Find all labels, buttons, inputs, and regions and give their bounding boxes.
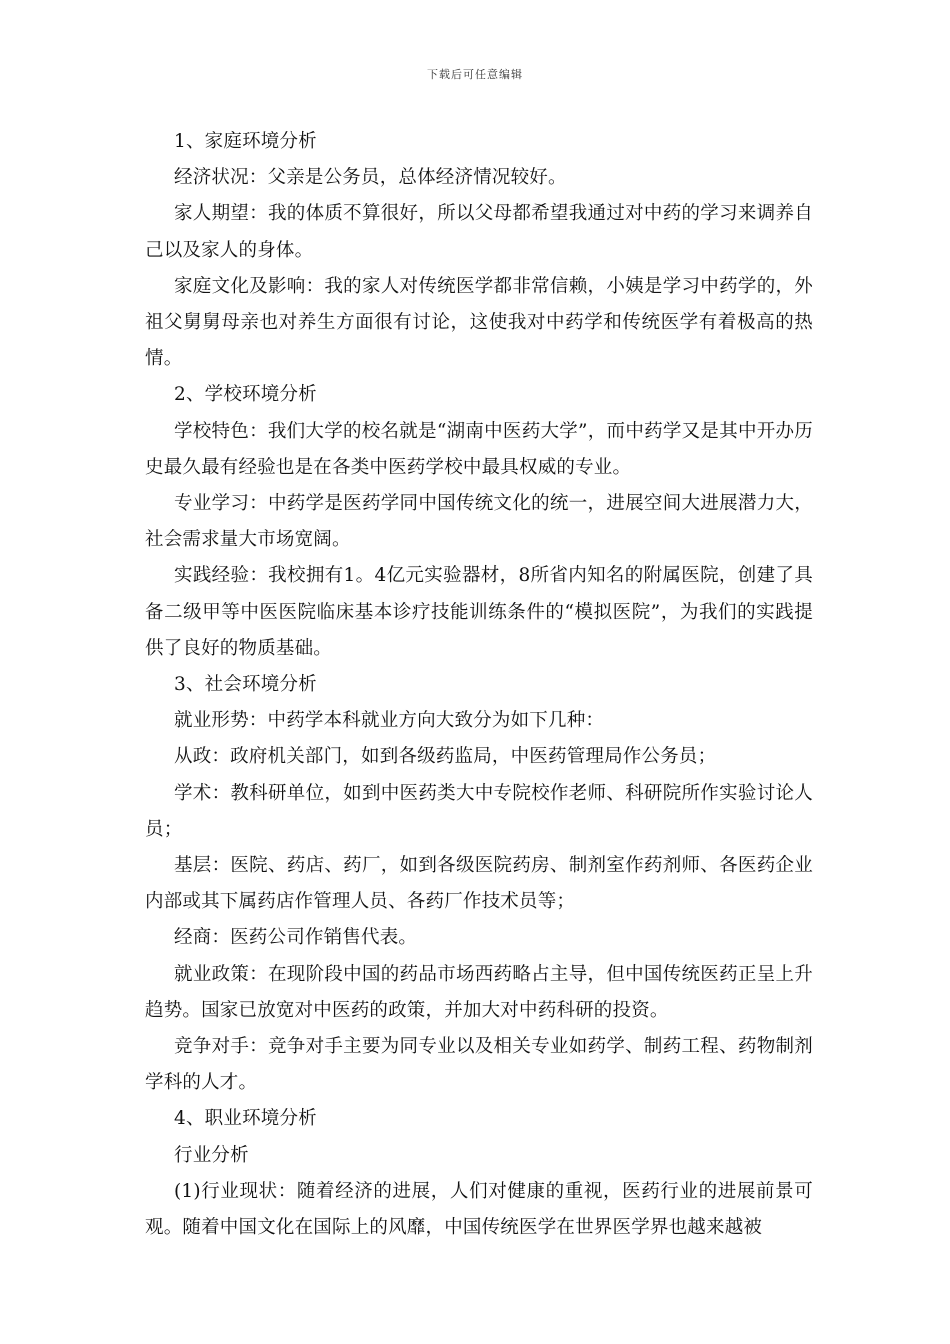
section-heading-career: 4、职业环境分析: [174, 1108, 317, 1130]
paragraph-family-culture: 家庭文化及影响：我的家人对传统医学都非常信赖，小姨是学习中药学的，外祖父舅舅母亲也对养生方面很有讨论，这使我对中药学和传统医学有着极高的热情。: [145, 275, 813, 370]
paragraph-practice: 实践经验：我校拥有1。4亿元实验器材，8所省内知名的附属医院，创建了具备二级甲等中医医院临床基本诊疗技能训练条件的“模拟医院”，为我们的实践提供了良好的物质基础。: [145, 565, 813, 659]
section-heading-society: 3、社会环境分析: [174, 674, 317, 696]
paragraph-business: 经商：医药公司作销售代表。: [174, 927, 418, 949]
page-header: 下载后可任意编辑: [427, 68, 523, 81]
paragraph-grassroots: 基层：医院、药店、药厂，如到各级医院药房、制剂室作药剂师、各医药企业内部或其下属药店作管理人员、各药厂作技术员等；: [145, 855, 813, 913]
paragraph-policy: 就业政策：在现阶段中国的药品市场西药略占主导，但中国传统医药正呈上升趋势。国家已放宽对中医药的政策，并加大对中药科研的投资。: [145, 963, 813, 1021]
paragraph-economy: 经济状况：父亲是公务员，总体经济情况较好。: [174, 167, 567, 189]
paragraph-major-study: 专业学习：中药学是医药学同中国传统文化的统一，进展空间大进展潜力大，社会需求量大市场宽阔。: [145, 493, 813, 551]
document-body: [145, 124, 813, 1246]
paragraph-government: 从政：政府机关部门，如到各级药监局，中医药管理局作公务员；: [174, 746, 717, 768]
subheading-industry: 行业分析: [174, 1144, 249, 1166]
paragraph-industry-status: (1)行业现状：随着经济的进展，人们对健康的重视，医药行业的进展前景可观。随着中国文化在国际上的风靡，中国传统医学在世界医学界也越来越被: [145, 1180, 813, 1239]
paragraph-family-expectation: 家人期望：我的体质不算很好，所以父母都希望我通过对中药的学习来调养自己以及家人的身体。: [145, 203, 813, 261]
paragraph-employment: 就业形势：中药学本科就业方向大致分为如下几种：: [174, 710, 605, 732]
paragraph-school-feature: 学校特色：我们大学的校名就是“湖南中医药大学”，而中药学又是其中开办历史最久最有经验也是在各类中医药学校中最具权威的专业。: [145, 420, 813, 478]
section-heading-family: 1、家庭环境分析: [174, 131, 317, 152]
section-heading-school: 2、学校环境分析: [174, 384, 317, 406]
paragraph-academic: 学术：教科研单位，如到中医药类大中专院校作老师、科研院所作实验讨论人员；: [145, 782, 813, 840]
paragraph-competitors: 竞争对手：竞争对手主要为同专业以及相关专业如药学、制药工程、药物制剂学科的人才。: [145, 1036, 813, 1094]
